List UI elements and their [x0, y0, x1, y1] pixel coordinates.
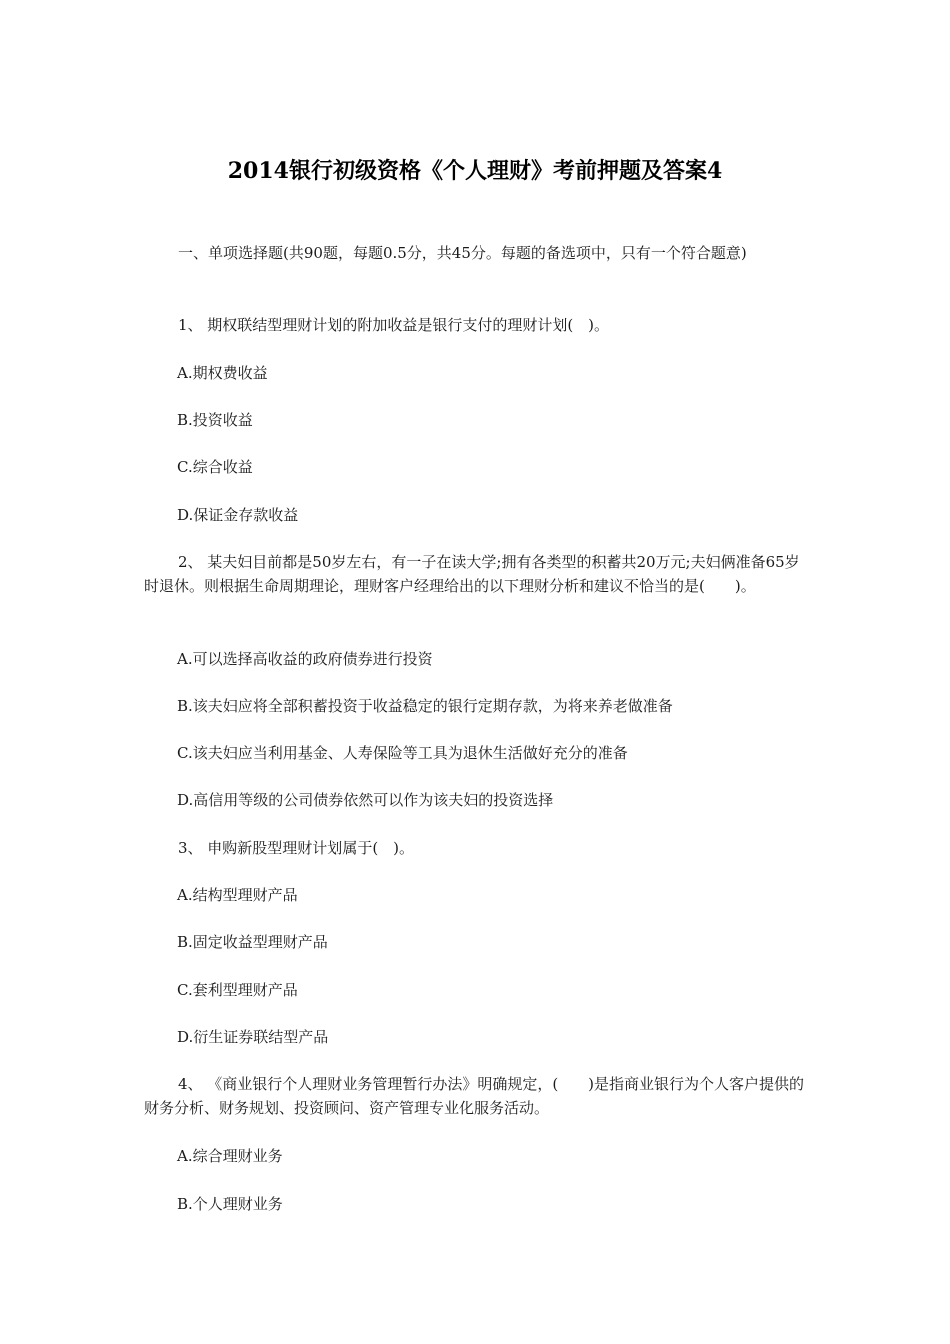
question-3-option-b: B.固定收益型理财产品 [177, 933, 328, 951]
question-2-option-b: B.该夫妇应将全部积蓄投资于收益稳定的银行定期存款，为将来养老做准备 [177, 697, 673, 715]
question-2-option-a: A.可以选择高收益的政府债券进行投资 [177, 650, 433, 668]
question-1-option-c: C.综合收益 [177, 458, 253, 476]
document-title: 2014银行初级资格《个人理财》考前押题及答案4 [227, 158, 723, 184]
question-2-option-d: D.高信用等级的公司债券依然可以作为该夫妇的投资选择 [177, 791, 554, 809]
question-3-option-a: A.结构型理财产品 [177, 886, 298, 904]
question-1-stem: 1、 期权联结型理财计划的附加收益是银行支付的理财计划( )。 [178, 316, 610, 334]
question-3-option-d: D.衍生证券联结型产品 [177, 1028, 329, 1046]
question-2-stem: 2、 某夫妇目前都是50岁左右，有一子在读大学;拥有各类型的积蓄共20万元;夫妇俩准备65岁时退休。则根据生命周期理论，理财客户经理给出的以下理财分析和建议不恰当的是( )。 [144, 553, 800, 595]
question-4-stem: 4、 《商业银行个人理财业务管理暂行办法》明确规定，( )是指商业银行为个人客户提供的财务分析、财务规划、投资顾问、资产管理专业化服务活动。 [144, 1075, 805, 1117]
question-4-option-b: B.个人理财业务 [177, 1195, 283, 1213]
question-3-stem: 3、 申购新股型理财计划属于( )。 [178, 839, 415, 857]
question-1-option-b: B.投资收益 [177, 411, 253, 429]
question-1-option-d: D.保证金存款收益 [177, 506, 299, 524]
question-3-option-c: C.套利型理财产品 [177, 981, 298, 999]
question-1-option-a: A.期权费收益 [177, 364, 268, 382]
question-4-option-a: A.综合理财业务 [177, 1147, 283, 1165]
question-2-option-c: C.该夫妇应当利用基金、人寿保险等工具为退休生活做好充分的准备 [177, 744, 628, 762]
section-intro: 一、单项选择题(共90题，每题0.5分，共45分。每题的备选项中，只有一个符合题意) [178, 244, 747, 262]
